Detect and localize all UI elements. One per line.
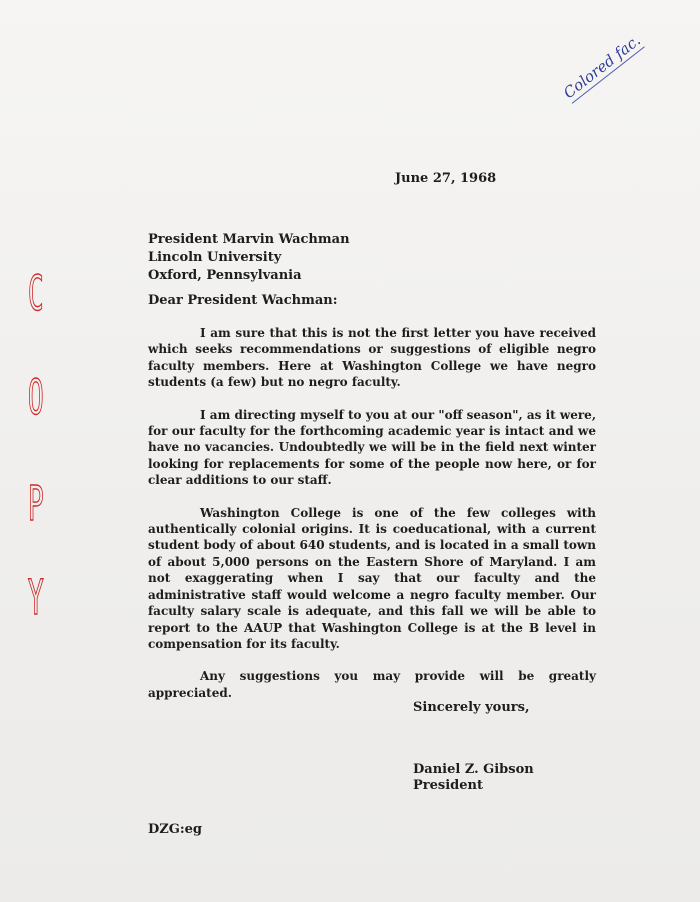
- recipient-institution: Lincoln University: [148, 250, 282, 265]
- paragraph: Any suggestions you may provide will be greatly appreciated.: [148, 669, 596, 700]
- recipient-address: [148, 231, 350, 285]
- paragraph: Washington College is one of the few colleges with authentically colonial origins. It is coeducational, with a current student body of about 640 students, and is located in a small town of about 5,000 persons on the Eastern Shore of Maryland. I am not exaggerating when I say that our faculty and the administrative staff would welcome a negro faculty member. Our faculty salary scale is adequate, and this fall we will be able to report to the AAUP that Washington College is at the B level in compensation for its faculty.: [148, 505, 596, 651]
- signature-block: [413, 762, 534, 794]
- reference-initials: DZG:eg: [148, 822, 203, 837]
- complimentary-close: Sincerely yours,: [413, 700, 530, 715]
- signer-title: President: [413, 778, 483, 793]
- copy-stamp-letter-o: O: [27, 370, 44, 426]
- paragraph: I am sure that this is not the first letter you have received which seeks recommendations or suggestions of eligible negro faculty members. Here at Washington College we have negro students (a few) but no negro faculty.: [148, 326, 596, 390]
- copy-stamp-letter-y: Y: [27, 570, 44, 626]
- handwritten-annotation: Colored fac.: [560, 31, 644, 103]
- copy-stamp-letter-p: P: [27, 476, 44, 532]
- recipient-location: Oxford, Pennsylvania: [148, 268, 302, 283]
- paragraph: I am directing myself to you at our "off season", as it were, for our faculty for the forthcoming academic year is intact and we have no vacancies. Undoubtedly we will be in the field next winter looking for replacements for some of the people now here, or for clear additions to our staff.: [148, 407, 596, 488]
- salutation: Dear President Wachman:: [148, 293, 338, 308]
- copy-stamp: [22, 266, 48, 630]
- signer-name: Daniel Z. Gibson: [413, 762, 534, 777]
- letter-body: [148, 325, 596, 717]
- recipient-name: President Marvin Wachman: [148, 232, 350, 247]
- letter-date: June 27, 1968: [395, 171, 497, 186]
- copy-stamp-letter-c: C: [27, 266, 44, 322]
